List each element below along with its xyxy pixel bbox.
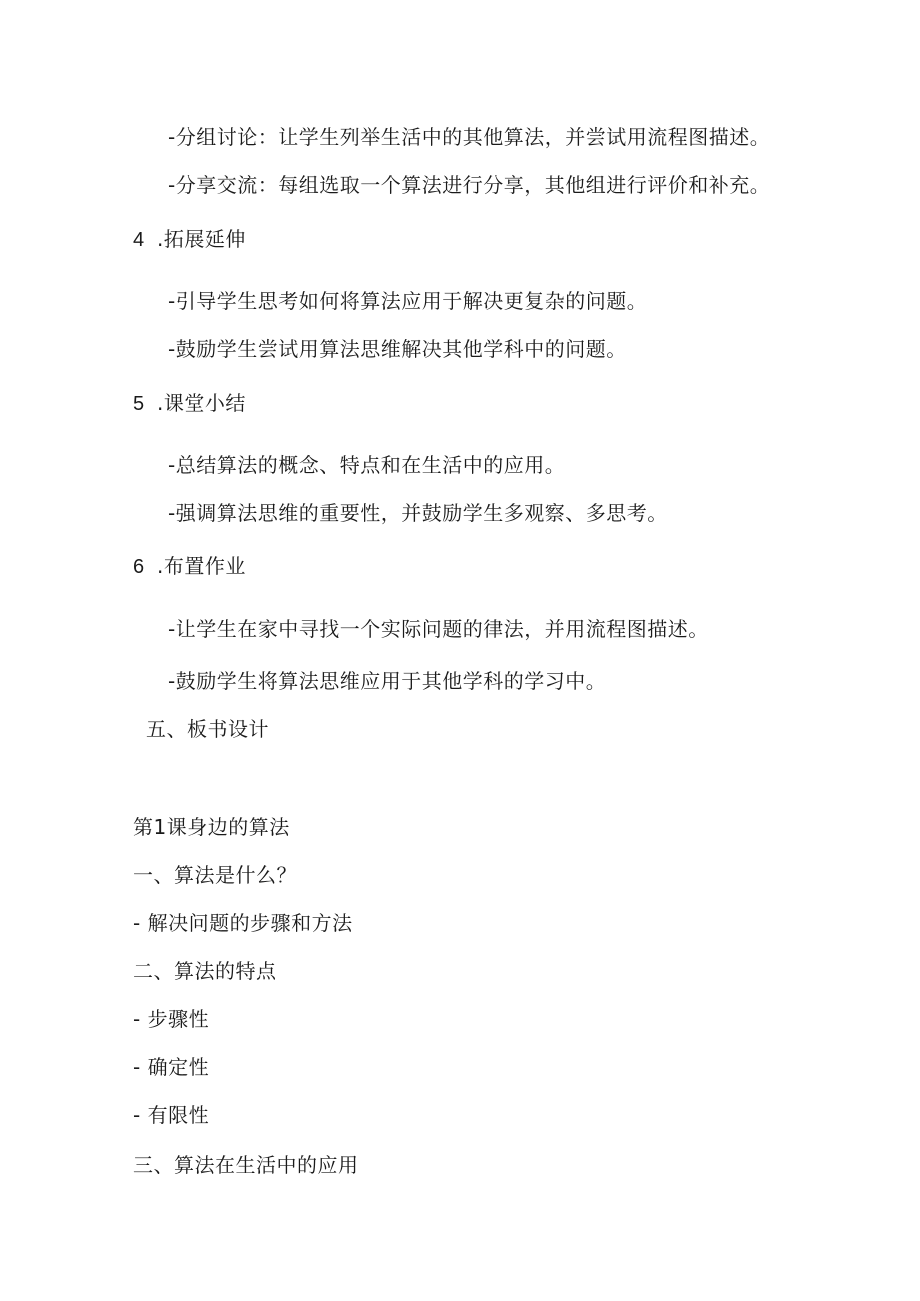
bullet-guide-thinking: -引导学生思考如何将算法应用于解决更复杂的问题。 <box>168 289 648 313</box>
heading-summary <box>133 389 246 418</box>
board-line-3: 二、算法的特点 <box>133 959 277 983</box>
bullet-summary-concept: -总结算法的概念、特点和在生活中的应用。 <box>168 453 566 477</box>
board-title: 第1课身边的算法 <box>133 815 290 839</box>
board-line-2: - 解决问题的步骤和方法 <box>133 911 353 935</box>
board-line-5: - 确定性 <box>133 1055 210 1079</box>
bullet-share-exchange: -分享交流：每组选取一个算法进行分享，其他组进行评价和补充。 <box>168 173 771 197</box>
heading-title: .布置作业 <box>157 554 246 578</box>
bullet-encourage-algorithm: -鼓励学生尝试用算法思维解决其他学科中的问题。 <box>168 337 627 361</box>
bullet-emphasize: -强调算法思维的重要性，并鼓励学生多观察、多思考。 <box>168 501 668 525</box>
heading-extension <box>133 225 246 254</box>
board-line-6: - 有限性 <box>133 1103 210 1127</box>
bullet-group-discussion: -分组讨论：让学生列举生活中的其他算法，并尝试用流程图描述。 <box>168 125 771 149</box>
heading-homework <box>133 552 246 581</box>
bullet-homework-apply: -鼓励学生将算法思维应用于其他学科的学习中。 <box>168 669 607 693</box>
heading-number: 4 <box>133 229 145 251</box>
heading-number: 6 <box>133 556 145 578</box>
heading-title: .课堂小结 <box>157 391 246 415</box>
bullet-homework-find: -让学生在家中寻找一个实际问题的律法，并用流程图描述。 <box>168 617 709 641</box>
part5-heading: 五、板书设计 <box>146 717 269 741</box>
heading-title: .拓展延伸 <box>157 227 246 251</box>
board-line-1: 一、算法是什么？ <box>133 863 297 887</box>
board-line-4: - 步骤性 <box>133 1007 210 1031</box>
heading-number: 5 <box>133 393 145 415</box>
board-line-7: 三、算法在生活中的应用 <box>133 1153 359 1177</box>
